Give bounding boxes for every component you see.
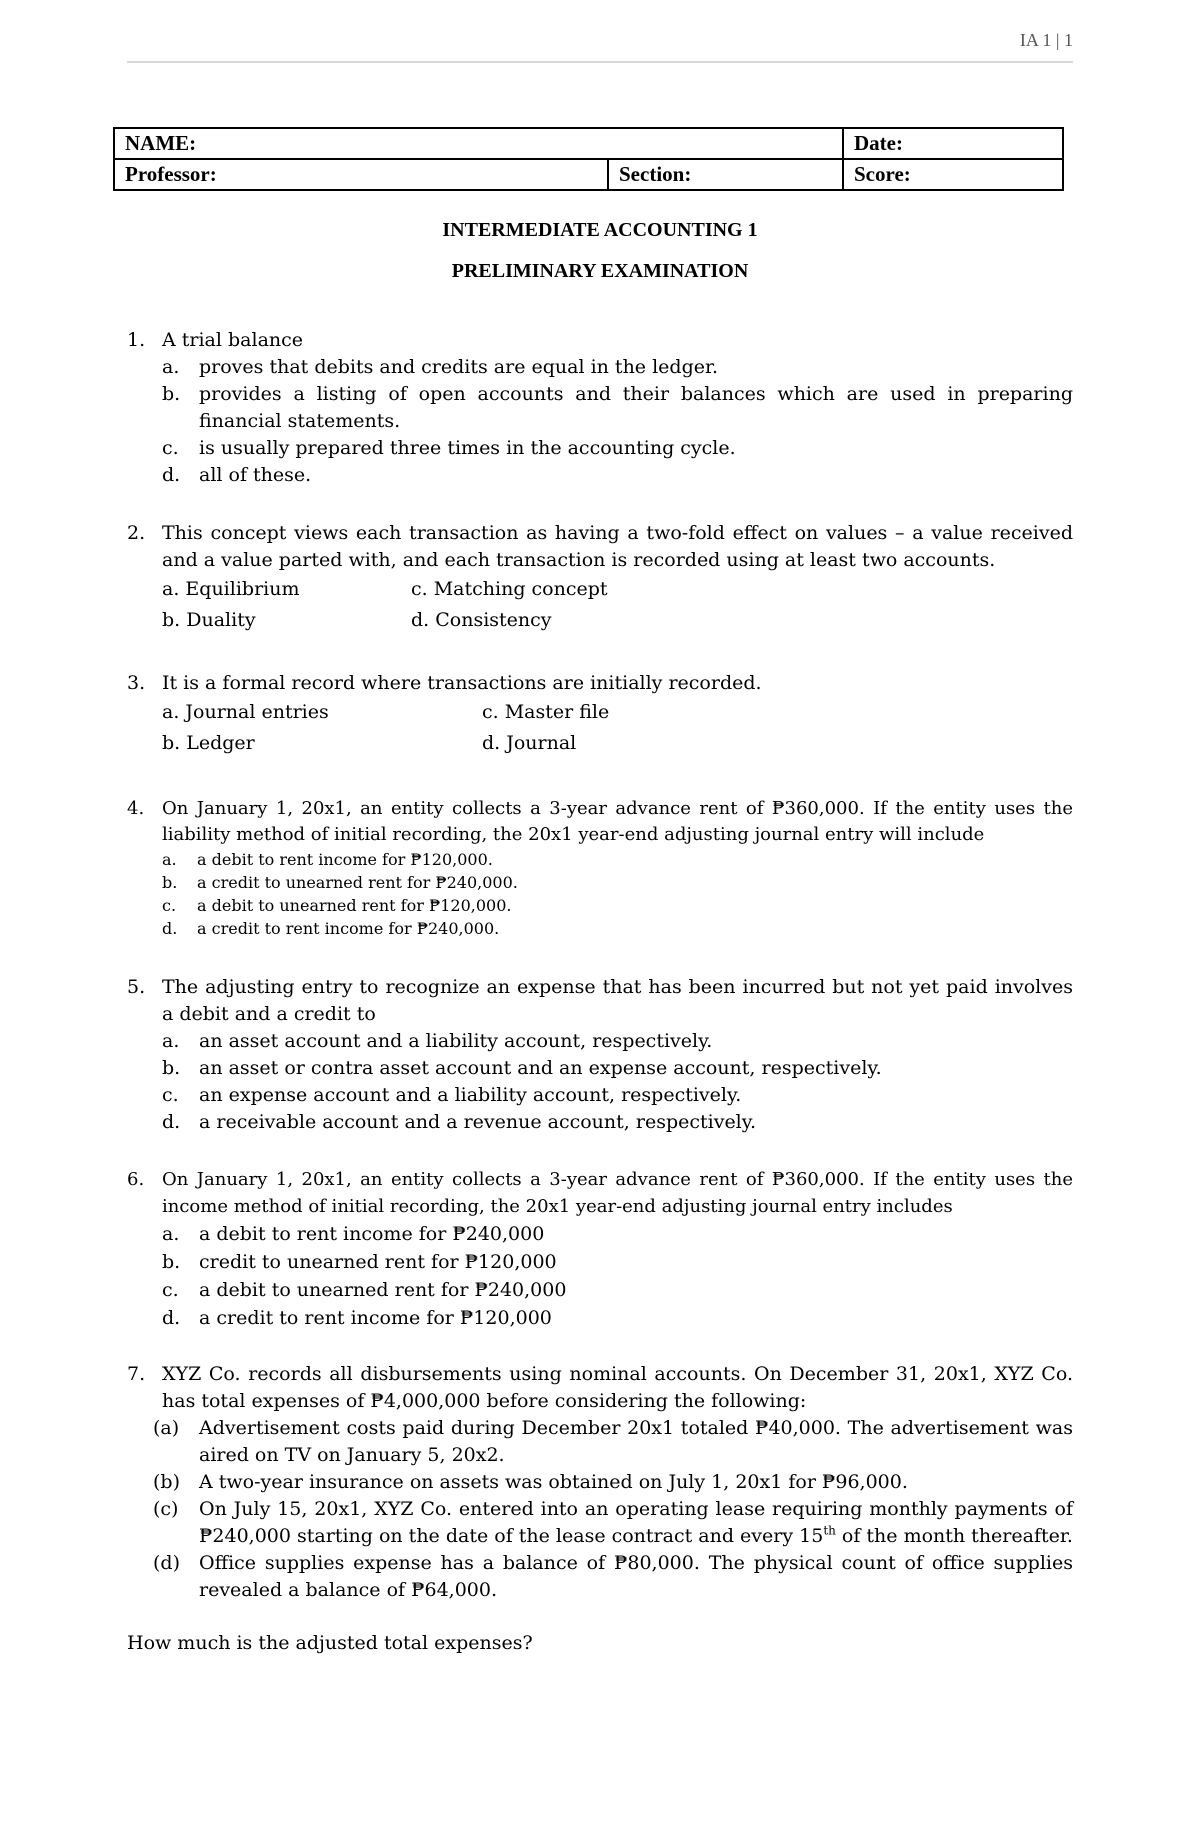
- question-number: 6.: [127, 1169, 145, 1190]
- score-label: Score:: [854, 162, 911, 186]
- question-2: [127, 520, 1073, 636]
- item-text: Office supplies expense has a balance of ₱80,000. The physical count of office supplies revealed a balance of ₱64,000.: [199, 1552, 1073, 1601]
- option-label: a.: [162, 1223, 180, 1245]
- option-a[interactable]: [127, 848, 1073, 871]
- option-label: a.: [162, 1030, 180, 1052]
- score-field[interactable]: [843, 159, 1063, 190]
- option-text: an expense account and a liability account, respectively.: [199, 1084, 742, 1106]
- option-text: a debit to rent income for ₱120,000.: [197, 850, 493, 869]
- option-d[interactable]: [127, 1304, 1073, 1332]
- option-text: an asset or contra asset account and an expense account, respectively.: [199, 1057, 882, 1079]
- option-text: provides a listing of open accounts and their balances which are used in preparing financial statements.: [199, 383, 1073, 432]
- option-b[interactable]: [127, 381, 1073, 435]
- option-text: proves that debits and credits are equal in the ledger.: [199, 356, 719, 378]
- option-text: all of these.: [199, 464, 312, 486]
- option-label: c.: [162, 1084, 179, 1106]
- option-d[interactable]: [127, 462, 1073, 489]
- date-label: Date:: [854, 131, 903, 155]
- option-text: an asset account and a liability account, respectively.: [199, 1030, 713, 1052]
- question-text: A trial balance: [162, 329, 304, 351]
- item-text: [199, 1498, 1073, 1547]
- exam-title: PRELIMINARY EXAMINATION: [451, 260, 749, 282]
- option-text: a debit to unearned rent for ₱240,000: [199, 1279, 567, 1301]
- option-c[interactable]: [127, 435, 1073, 462]
- question-5: [127, 974, 1073, 1136]
- option-d[interactable]: [127, 1109, 1073, 1136]
- option-b[interactable]: [127, 871, 1073, 894]
- option-text: a debit to unearned rent for ₱120,000.: [197, 896, 512, 915]
- option-a[interactable]: [127, 1028, 1073, 1055]
- question-7: [127, 1361, 1073, 1604]
- option-label: b.: [162, 1057, 181, 1079]
- option-d[interactable]: d. Journal: [482, 732, 577, 754]
- option-b[interactable]: [127, 1248, 1073, 1276]
- item-label: (b): [153, 1471, 180, 1493]
- question-1: [127, 327, 1073, 489]
- option-a[interactable]: a. Journal entries: [162, 701, 329, 723]
- option-text: a debit to rent income for ₱240,000: [199, 1223, 545, 1245]
- option-label: c.: [162, 896, 177, 915]
- option-b[interactable]: b. Duality: [162, 609, 256, 631]
- option-label: b.: [162, 1251, 181, 1273]
- option-label: a.: [162, 356, 180, 378]
- section-field[interactable]: [608, 159, 843, 190]
- date-field[interactable]: [843, 128, 1063, 159]
- question-text: The adjusting entry to recognize an expense that has been incurred but not yet paid involves a debit and a credit to: [162, 976, 1073, 1025]
- option-text: a credit to rent income for ₱240,000.: [197, 919, 500, 938]
- question-text: On January 1, 20x1, an entity collects a 3-year advance rent of ₱360,000. If the entity uses the liability method of initial recording, the 20x1 year-end adjusting journal entry will include: [162, 798, 1073, 845]
- option-c[interactable]: [127, 1276, 1073, 1304]
- option-c[interactable]: [127, 894, 1073, 917]
- item-label: (c): [153, 1498, 179, 1520]
- option-label: b.: [162, 383, 181, 405]
- item-text: A two-year insurance on assets was obtained on July 1, 20x1 for ₱96,000.: [199, 1471, 908, 1493]
- question-text: This concept views each transaction as having a two-fold effect on values – a value received and a value parted with, and each transaction is recorded using at least two accounts.: [162, 522, 1073, 571]
- option-d[interactable]: d. Consistency: [411, 609, 552, 631]
- option-b[interactable]: [127, 1055, 1073, 1082]
- scenario-item-d: [127, 1550, 1073, 1604]
- option-label: d.: [162, 1307, 181, 1329]
- item-text: Advertisement costs paid during December 20x1 totaled ₱40,000. The advertisement was aired on TV on January 5, 20x2.: [199, 1417, 1073, 1466]
- course-title: INTERMEDIATE ACCOUNTING 1: [442, 219, 758, 241]
- scenario-item-c: [127, 1496, 1073, 1550]
- question-4: [127, 796, 1073, 940]
- option-a[interactable]: [127, 1220, 1073, 1248]
- option-c[interactable]: [127, 1082, 1073, 1109]
- professor-field[interactable]: [114, 159, 608, 190]
- scenario-item-b: [127, 1469, 1073, 1496]
- question-number: 1.: [127, 329, 146, 351]
- name-field[interactable]: [114, 128, 843, 159]
- option-a[interactable]: a. Equilibrium: [162, 578, 300, 600]
- question-number: 4.: [127, 798, 145, 819]
- professor-label: Professor:: [125, 162, 217, 186]
- item-text-before: On July 15, 20x1, XYZ Co. entered into an operating lease requiring monthly payments of ₱240,000 starting on the date of the lease contract and every 15: [199, 1498, 1073, 1547]
- option-label: c.: [162, 1279, 179, 1301]
- option-b[interactable]: b. Ledger: [162, 732, 255, 754]
- option-c[interactable]: c. Master file: [482, 701, 610, 723]
- question-text: On January 1, 20x1, an entity collects a 3-year advance rent of ₱360,000. If the entity uses the income method of initial recording, the 20x1 year-end adjusting journal entry includes: [162, 1169, 1073, 1217]
- option-text: is usually prepared three times in the accounting cycle.: [199, 437, 736, 459]
- scenario-item-a: [127, 1415, 1073, 1469]
- option-text: a credit to rent income for ₱120,000: [199, 1307, 552, 1329]
- question-number: 2.: [127, 522, 146, 544]
- question-text: XYZ Co. records all disbursements using nominal accounts. On December 31, 20x1, XYZ Co. has total expenses of ₱4,000,000 before considering the following:: [162, 1363, 1073, 1412]
- option-label: b.: [162, 873, 178, 892]
- option-label: d.: [162, 464, 181, 486]
- question-6: [127, 1166, 1073, 1332]
- student-info-table: [113, 127, 1064, 191]
- option-text: a receivable account and a revenue account, respectively.: [199, 1111, 757, 1133]
- item-label: (a): [153, 1417, 180, 1439]
- question-text: It is a formal record where transactions are initially recorded.: [162, 672, 762, 694]
- page-number: IA 1 | 1: [1019, 30, 1073, 50]
- question-number: 7.: [127, 1363, 146, 1385]
- name-label: NAME:: [125, 131, 197, 155]
- item-label: (d): [153, 1552, 180, 1574]
- question-number: 5.: [127, 976, 146, 998]
- item-text-after: of the month thereafter.: [835, 1525, 1073, 1547]
- option-text: credit to unearned rent for ₱120,000: [199, 1251, 557, 1273]
- question-number: 3.: [127, 672, 146, 694]
- option-label: a.: [162, 850, 177, 869]
- option-label: d.: [162, 919, 178, 938]
- header-divider: [127, 61, 1073, 63]
- closing-question: How much is the adjusted total expenses?: [127, 1632, 533, 1654]
- option-c[interactable]: c. Matching concept: [411, 578, 608, 600]
- question-3: [127, 670, 1073, 759]
- option-a[interactable]: [127, 354, 1073, 381]
- section-label: Section:: [619, 162, 692, 186]
- option-d[interactable]: [127, 917, 1073, 940]
- option-label: c.: [162, 437, 179, 459]
- ordinal-suffix: th: [823, 1523, 836, 1538]
- option-text: a credit to unearned rent for ₱240,000.: [197, 873, 518, 892]
- option-label: d.: [162, 1111, 181, 1133]
